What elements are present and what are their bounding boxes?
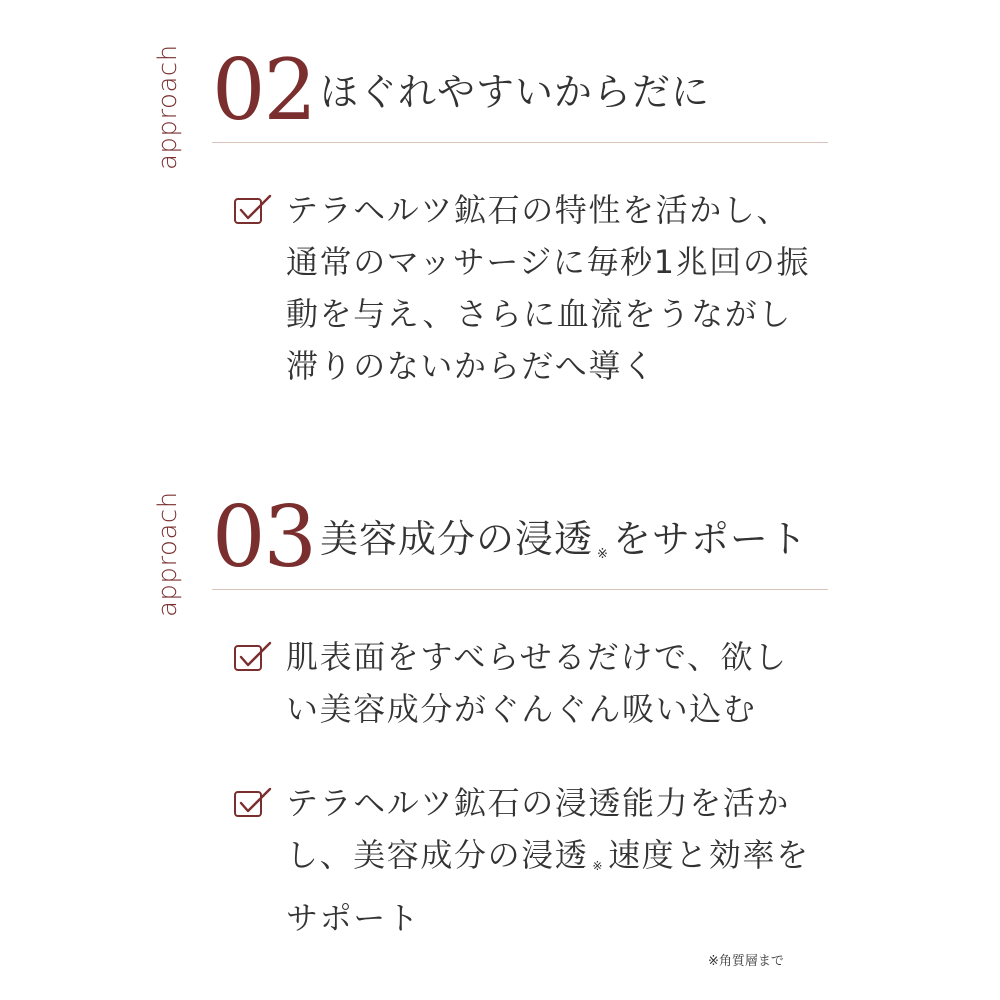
footnote: ※角質層まで (708, 954, 784, 969)
list-item-text: 肌表面をすべらせるだけで、欲しい美容成分がぐんぐん吸い込む (286, 638, 788, 728)
approach-label: approach (153, 491, 183, 617)
section-number: 03 (212, 488, 315, 586)
section-title: ほぐれやすいからだに (320, 70, 711, 114)
section-title-end: をサポート (612, 517, 808, 561)
approach-label: approach (153, 44, 183, 170)
list-item-text-end: 速度と効率をサポート (286, 836, 810, 937)
divider (212, 142, 828, 143)
section-number: 02 (212, 41, 315, 139)
approach-label-wrap (155, 30, 187, 170)
check-box-icon (234, 194, 274, 226)
list-item-text: テラヘルツ鉱石の特性を活かし、通常のマッサージに毎秒1兆回の振動を与え、さらに血流をうながし滞りのないからだへ導く (286, 191, 811, 385)
section-title (320, 515, 808, 579)
note-mark: ※ (592, 859, 605, 873)
check-box-icon (234, 787, 274, 819)
section-title-main: 美容成分の浸透 (320, 517, 594, 561)
check-box-icon (234, 641, 274, 673)
list-item-text (286, 777, 816, 944)
note-mark: ※ (597, 547, 609, 562)
list-item-text-main: テラヘルツ鉱石の浸透能力を活かし、美容成分の浸透 (286, 784, 791, 874)
divider (212, 589, 828, 590)
approach-label-wrap (155, 477, 187, 617)
